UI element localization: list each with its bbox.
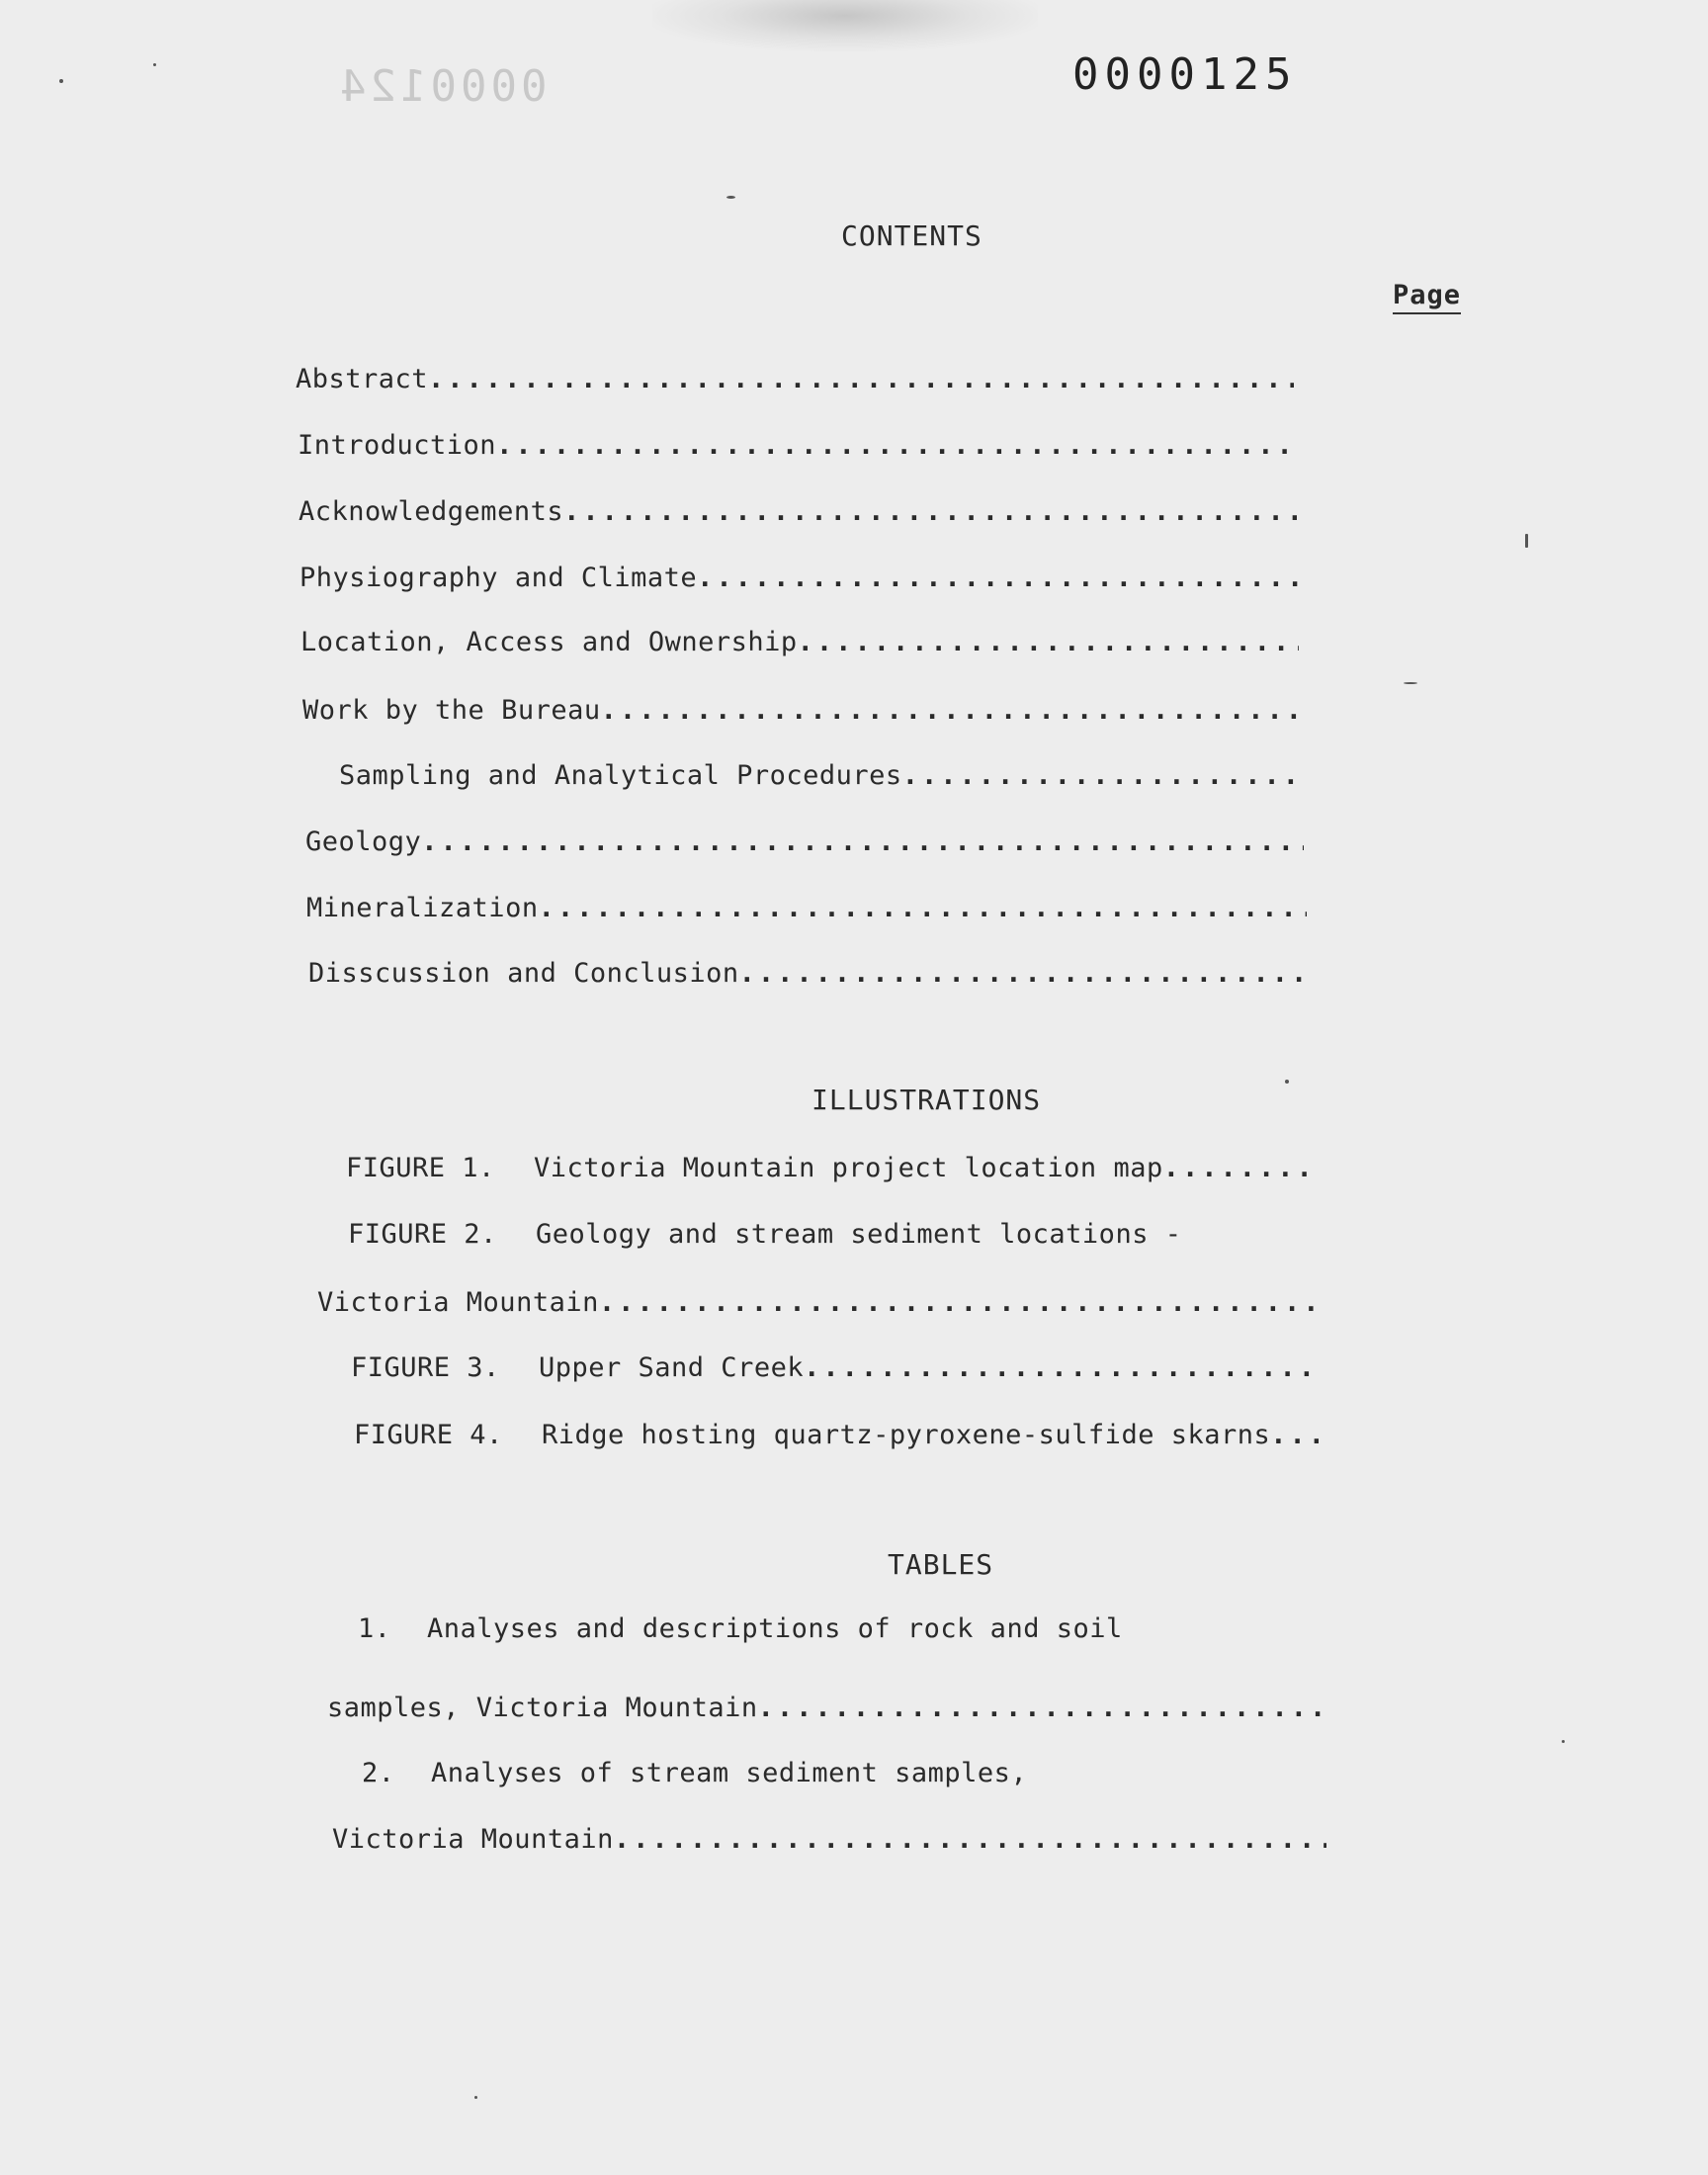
dot-leader <box>739 958 1309 989</box>
contents-entry-label: Abstract <box>296 364 429 394</box>
figure-label: FIGURE 1. <box>346 1153 495 1183</box>
figure-label: FIGURE 4. <box>354 1420 503 1450</box>
contents-entry-label: Sampling and Analytical Procedures <box>339 760 902 791</box>
dot-leader <box>601 695 1301 726</box>
dot-leader <box>697 563 1298 593</box>
table-2-entry <box>362 1758 1251 1788</box>
figure-label: FIGURE 3. <box>351 1352 500 1383</box>
contents-entry-work-by-bureau <box>302 695 1301 726</box>
contents-entry-sampling <box>339 760 1303 791</box>
scan-speck <box>59 79 63 83</box>
contents-entry-geology <box>305 826 1304 857</box>
dot-leader <box>599 1287 1317 1318</box>
table-number: 2. <box>362 1758 395 1788</box>
contents-entry-label: Acknowledgements <box>299 496 564 527</box>
figure-caption: Ridge hosting quartz-pyroxene-sulfide skarns <box>542 1420 1271 1450</box>
contents-entry-label: Physiography and Climate <box>299 563 698 593</box>
table-1-continuation <box>327 1693 1325 1723</box>
figure-2-entry <box>348 1219 1317 1250</box>
dot-leader <box>428 364 1294 394</box>
dot-leader <box>804 1352 1317 1383</box>
dot-leader <box>614 1824 1326 1855</box>
contents-entry-acknowledgements <box>299 496 1297 527</box>
figure-4-entry <box>354 1420 1319 1450</box>
illustrations-heading: ILLUSTRATIONS <box>811 1084 1042 1116</box>
tables-heading: TABLES <box>888 1548 994 1581</box>
dot-leader <box>496 430 1296 461</box>
contents-heading: CONTENTS <box>841 219 982 252</box>
table-number: 1. <box>358 1613 391 1644</box>
dot-leader <box>1163 1153 1313 1183</box>
figure-2-continuation <box>317 1287 1317 1318</box>
contents-entry-label: Disscussion and Conclusion <box>308 958 739 989</box>
dot-leader <box>902 760 1303 791</box>
figure-caption: Upper Sand Creek <box>539 1352 805 1383</box>
table-1-entry <box>358 1613 1247 1644</box>
scan-speck <box>474 2096 477 2099</box>
table-caption: Analyses and descriptions of rock and soil <box>427 1613 1123 1644</box>
scan-speck <box>1562 1740 1565 1743</box>
contents-entry-label: Geology <box>305 826 422 857</box>
table-2-continuation <box>332 1824 1326 1855</box>
figure-label: FIGURE 2. <box>348 1219 497 1250</box>
bleed-through-number: 0000124 <box>336 61 548 112</box>
dot-leader <box>1270 1420 1319 1450</box>
figure-caption-continuation: Victoria Mountain <box>317 1287 599 1318</box>
figure-3-entry <box>351 1352 1317 1383</box>
contents-entry-label: Introduction <box>298 430 497 461</box>
table-caption: Analyses of stream sediment samples, <box>431 1758 1028 1788</box>
table-caption-continuation: samples, Victoria Mountain <box>327 1693 758 1723</box>
dot-leader <box>421 826 1304 857</box>
dot-leader <box>798 627 1299 657</box>
scan-speck <box>1525 534 1528 548</box>
scan-smudge <box>652 0 1038 51</box>
scan-speck <box>1404 682 1417 684</box>
figure-caption: Geology and stream sediment locations - <box>536 1219 1182 1250</box>
contents-entry-label: Work by the Bureau <box>302 695 601 726</box>
document-number: 0000125 <box>1072 49 1298 100</box>
contents-entry-location <box>300 627 1299 657</box>
contents-entry-discussion <box>308 958 1309 989</box>
contents-entry-mineralization <box>306 893 1307 923</box>
dot-leader <box>758 1693 1325 1723</box>
contents-entry-introduction <box>298 430 1296 461</box>
scan-speck <box>153 63 156 66</box>
dot-leader <box>539 893 1307 923</box>
scan-speck <box>1285 1080 1289 1084</box>
figure-caption: Victoria Mountain project location map <box>534 1153 1163 1183</box>
table-caption-continuation: Victoria Mountain <box>332 1824 614 1855</box>
figure-1-entry <box>346 1153 1313 1183</box>
contents-entry-abstract <box>296 364 1294 394</box>
contents-entry-label: Location, Access and Ownership <box>300 627 798 657</box>
dot-leader <box>563 496 1297 527</box>
contents-entry-physiography <box>299 563 1298 593</box>
scan-speck <box>726 196 735 199</box>
page-column-label: Page <box>1393 280 1461 314</box>
contents-entry-label: Mineralization <box>306 893 539 923</box>
